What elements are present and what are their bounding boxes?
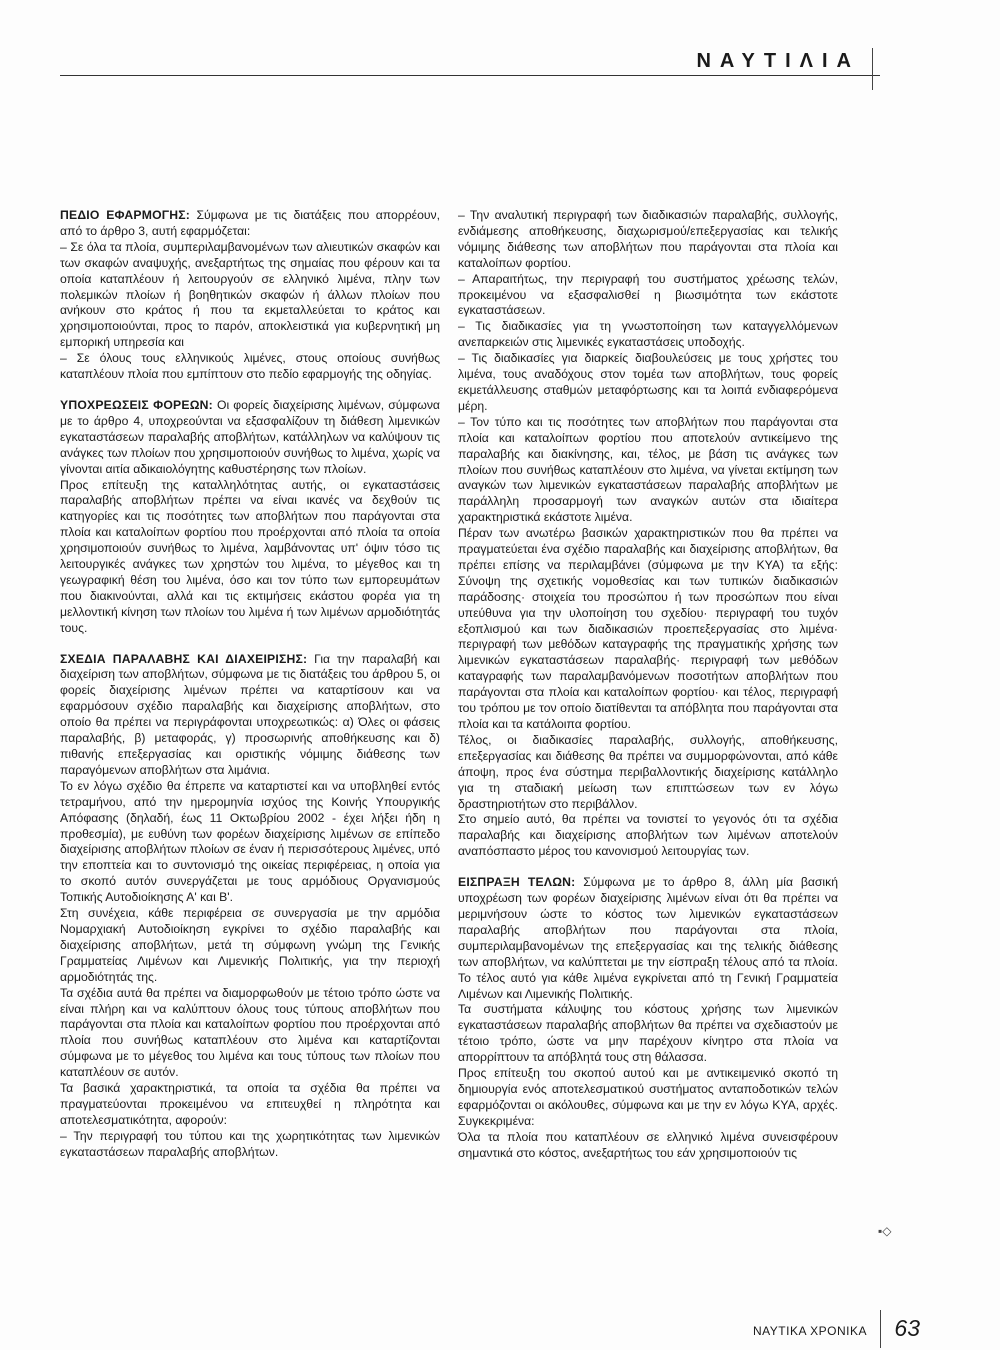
section-plans <box>60 652 440 1161</box>
page-number: 63 <box>894 1315 920 1341</box>
paragraph-text: Σύμφωνα με το άρθρο 8, άλλη μία βασική υποχρέωση των φορέων διαχείρισης λιμένων είναι ότι θα πρέπει να μεριμνήσουν ώστε το κόστος των λιμενικών εγκαταστάσεων παραλαβής αποβλήτων που παράγονται στα πλοία, συμπεριλαμβανομένων της επεξεργασίας και της τελικής διάθεσης των αποβλήτων, να καλύπτεται με την είσπραξη τέλους από τα πλοία. Το τέλος αυτό για κάθε λιμένα εγκρίνεται από τη Γενική Γραμματεία Λιμένων και Λιμενικής Πολιτικής. <box>458 875 838 1001</box>
paragraph: – Την περιγραφή του τύπου και της χωρητικότητας των λιμενικών εγκαταστάσεων παραλαβής αποβλήτων. <box>60 1128 440 1159</box>
paragraph: – Τις διαδικασίες για διαρκείς διαβουλεύσεις με τους χρήστες του λιμένα, τους αναδόχους στον τομέα των αποβλήτων, τους φορείς εκμετάλλευσης σταθμών μεταφόρτωσης και τα λοιπά ενδιαφερόμενα μέρη. <box>458 351 838 413</box>
paragraph-text: Οι φορείς διαχείρισης λιμένων, σύμφωνα με το άρθρο 4, υποχρεούνται να εξασφαλίζουν τη διάθεση λιμενικών εγκαταστάσεων παραλαβής αποβλήτων, κατάλληλων να καλύψουν τις ανάγκες των πλοίων που χρησιμοποιούν συνήθως το λιμένα, χωρίς να γίνονται αιτία αδικαιολόγητης καθυστέρησης των πλοίων. <box>60 397 440 476</box>
section-heading: ΥΠΟΧΡΕΩΣΕΙΣ ΦΟΡΕΩΝ: <box>60 397 213 412</box>
paragraph: Τα βασικά χαρακτηριστικά, τα οποία τα σχέδια θα πρέπει να πραγματεύονται προκειμένου να επιτευχθεί η πληρότητα και αποτελεσματικότητα, αφορούν: <box>60 1081 440 1127</box>
paragraph: Πέραν των ανωτέρω βασικών χαρακτηριστικών που θα πρέπει να πραγματεύεται ένα σχέδιο παραλαβής και διαχείρισης αποβλήτων, θα πρέπει επίσης να περιλαμβάνει (σύμφωνα με την ΚΥΑ) τα εξής: Σύνοψη της σχετικής νομοθεσίας και των τυπικών διαδικασιών παράδοσης· στοιχεία του προσώπου ή των προσώπων που είναι υπεύθυνα για την υλοποίηση του σχεδίου· περιγραφή του τυχόν εξοπλισμού και των διαδικασιών προεπεξεργασίας στο λιμένα· περιγραφή των μεθόδων καταγραφής της πραγματικής χρήσης των λιμενικών εγκαταστάσεων παραλαβής· περιγραφή των μεθόδων καταγραφής των παραλαμβανόμενων ποσοτήτων αποβλήτων που παράγονται στα πλοία και καταλοίπων φορτίου· και τέλος, περιγραφή του τρόπου με τον οποίο διατίθενται τα απόβλητα που παράγονται στα πλοία και τα κατάλοιπα φορτίου. <box>458 526 838 731</box>
paragraph: – Σε όλους τους ελληνικούς λιμένες, στους οποίους συνήθως καταπλέουν πλοία που εμπίπτουν στο πεδίο εφαρμογής της οδηγίας. <box>60 351 440 382</box>
header-rule <box>60 75 880 76</box>
right-column <box>458 208 838 1176</box>
section-fees <box>458 875 838 1161</box>
section-header <box>60 48 880 84</box>
paragraph <box>60 398 440 478</box>
page-footer <box>60 1310 940 1350</box>
paragraph <box>60 208 440 240</box>
paragraph: Προς επίτευξη του σκοπού αυτού και με αντικειμενικό σκοπό τη δημιουργία ενός αποτελεσματικού συστήματος ανταποδοτικών τελών εφαρμόζονται οι ακόλουθες, σύμφωνα και με την εν λόγω ΚΥΑ, αρχές. Συγκεκριμένα: <box>458 1066 838 1128</box>
section-heading: ΣΧΕΔΙΑ ΠΑΡΑΛΑΒΗΣ ΚΑΙ ΔΙΑΧΕΙΡΙΣΗΣ: <box>60 651 308 666</box>
paragraph: Τα συστήματα κάλυψης του κόστους χρήσης των λιμενικών εγκαταστάσεων παραλαβής αποβλήτων θα πρέπει να σχεδιαστούν με τέτοιο τρόπο, ώστε να μην παρέχουν κίνητρο στα πλοία να απορρίπτουν τα απόβλητά τους στη θάλασσα. <box>458 1002 838 1065</box>
paragraph: – Σε όλα τα πλοία, συμπεριλαμβανομένων των αλιευτικών σκαφών και των σκαφών αναψυχής, ανεξαρτήτως της σημαίας που φέρουν και τα οποία καταπλέουν ή λειτουργούν σε ελληνικό λιμένα, πλην των πολεμικών πλοίων ή βοηθητικών σκαφών ή άλλων πλοίων που ανήκουν στο κράτος ή που τα εκμεταλλεύεται το κράτος και χρησιμοποιούνται, προς το παρόν, αποκλειστικά για κυβερνητική μη εμπορική υπηρεσία και <box>60 239 440 350</box>
paragraph: Τα σχέδια αυτά θα πρέπει να διαμορφωθούν με τέτοιο τρόπο ώστε να είναι πλήρη και να καλύπτουν όλους τους τύπους αποβλήτων που παράγονται στα πλοία και καταλοίπων φορτίου που προέρχονται από πλοία που συνήθως καταπλέουν στο λιμένα και καταρτίζονται σύμφωνα με το μέγεθος του λιμένα και τους τύπους των πλοίων που καταπλέουν σε αυτόν. <box>60 985 440 1080</box>
paragraph: Το εν λόγω σχέδιο θα έπρεπε να καταρτιστεί και να υποβληθεί εντός τετραμήνου, από την ημερομηνία ισχύος της Κοινής Υπουργικής Απόφασης (δηλαδή, έως 11 Οκτωβρίου 2002 - έχει λήξει ήδη η προθεσμία), με ευθύνη των φορέων διαχείρισης λιμένων σε επίπεδο διαχείρισης αποβλήτων πλοίων σε έναν ή περισσότερους λιμένες, υπό την εποπτεία και το συντονισμό της οικείας περιφέρειας, η οποία για το σκοπό αυτόν συνεργάζεται με τους αρμόδιους Οργανισμούς Τοπικής Αυτοδιοίκησης Α' και Β'. <box>60 778 440 905</box>
continue-arrow-icon: ▪◇ <box>878 1224 892 1238</box>
left-column <box>60 208 440 1176</box>
section-title: ΝΑΥΤΙΛΙΑ <box>696 50 860 72</box>
paragraph: – Την αναλυτική περιγραφή των διαδικασιών παραλαβής, συλλογής, ενδιάμεσης αποθήκευσης, διαχωρισμού/επεξεργασίας και τελικής νόμιμης διάθεσης των αποβλήτων που παράγονται στα πλοία και καταλοίπων φορτίου. <box>458 208 838 270</box>
paragraph: Στη συνέχεια, κάθε περιφέρεια σε συνεργασία με την αρμόδια Νομαρχιακή Αυτοδιοίκηση εγκρίνει το σχέδιο παραλαβής και διαχείρισης αποβλήτων, μετά τη σύμφωνη γνώμη της Γενικής Γραμματείας Λιμένων και Λιμενικής Πολιτικής, για την περιοχή αρμοδιότητάς της. <box>60 906 440 984</box>
section-obligations <box>60 398 440 637</box>
paragraph-text: Για την παραλαβή και διαχείριση των αποβλήτων, σύμφωνα με τις διατάξεις του άρθρου 5, οι φορείς διαχείρισης λιμένων πρέπει να καταρτίσουν και να εφαρμόσουν σχέδιο παραλαβής και διαχείρισης αποβλήτων, στο οποίο θα πρέπει να περιγράφονται υποχρεωτικώς: α) Όλες οι φάσεις παραλαβής, β) μεταφοράς, γ) προσωρινής αποθήκευσης και δ) πιθανής επεξεργασίας και οριστικής νόμιμης διάθεσης των παραγόμενων αποβλήτων στα λιμάνια. <box>60 651 440 777</box>
paragraph: – Τον τύπο και τις ποσότητες των αποβλήτων που παράγονται στα πλοία και καταλοίπων φορτίου που αποτελούν αντικείμενο της παραλαβής και διακίνησης, και, τέλος, με βάση τις ανάγκες των πλοίων που συνήθως καταπλέουν στο λιμένα, να γίνεται εκτίμηση των αναγκών των λιμενικών εγκαταστάσεων παραλαβής αποβλήτων με παράλληλη προσαρμογή των αναγκών αυτών στα ιδιαίτερα χαρακτηριστικά εκάστοτε λιμένα. <box>458 414 838 525</box>
paragraph <box>60 652 440 779</box>
paragraph: Προς επίτευξη της καταλληλότητας αυτής, οι εγκαταστάσεις παραλαβής αποβλήτων πρέπει να είναι ικανές να δεχθούν τις κατηγορίες και τις ποσότητες των αποβλήτων που παράγονται στα πλοία και καταλοίπων φορτίου που προέρχονται από πλοία τα οποία χρησιμοποιούν συνήθως το λιμένα, λαμβάνοντας υπ' όψιν τόσο τις λειτουργικές ανάγκες των χρηστών του λιμένα, το μέγεθος και τη γεωγραφική θέση του λιμένα, όσο και τον τύπο των εμπορευμάτων που διακινούνται, αλλά και τις εκτιμήσεις εκάστου φορέα για τη μελλοντική κίνηση των πλοίων του λιμένα ή των λιμένων αρμοδιότητάς τους. <box>60 477 440 635</box>
paragraph: Τέλος, οι διαδικασίες παραλαβής, συλλογής, αποθήκευσης, επεξεργασίας και διάθεσης θα πρέπει να συμμορφώνονται, από κάθε άποψη, προς ένα σύστημα περιβαλλοντικής διαχείρισης κατάλληλο για τη σταδιακή μείωση των επιπτώσεων των εν λόγω δραστηριοτήτων στο περιβάλλον. <box>458 732 838 811</box>
section-scope <box>60 208 440 383</box>
footer-vertical-bar <box>880 1310 881 1348</box>
section-heading: ΠΕΔΙΟ ΕΦΑΡΜΟΓΗΣ: <box>60 208 191 222</box>
header-vertical-bar <box>872 48 873 90</box>
paragraph-text: Σύμφωνα με τις διατάξεις που απορρέουν, από το άρθρο 3, αυτή εφαρμόζεται: <box>60 208 441 238</box>
section-heading: ΕΙΣΠΡΑΞΗ ΤΕΛΩΝ: <box>458 875 576 890</box>
paragraph <box>458 875 838 1002</box>
paragraph: – Τις διαδικασίες για τη γνωστοποίηση των καταγγελλόμενων ανεπαρκειών στις λιμενικές εγκαταστάσεις υποδοχής. <box>458 319 838 350</box>
paragraph: Όλα τα πλοία που καταπλέουν σε ελληνικό λιμένα συνεισφέρουν σημαντικά στο κόστος, ανεξαρτήτως του εάν χρησιμοποιούν τις <box>458 1129 838 1160</box>
paragraph: – Απαραιτήτως, την περιγραφή του συστήματος χρέωσης τελών, προκειμένου να εξασφαλισθεί η βιωσιμότητα των εκάστοτε εγκαταστάσεων. <box>458 271 838 318</box>
section-plan-features <box>458 208 838 860</box>
paragraph: Στο σημείο αυτό, θα πρέπει να τονιστεί το γεγονός ότι τα σχέδια παραλαβής και διαχείρισης αποβλήτων των λιμένων αποτελούν αναπόσπαστο μέρος του κανονισμού λειτουργίας των. <box>458 812 838 859</box>
magazine-name: ΝΑΥΤΙΚΑ ΧΡΟΝΙΚΑ <box>753 1324 867 1338</box>
